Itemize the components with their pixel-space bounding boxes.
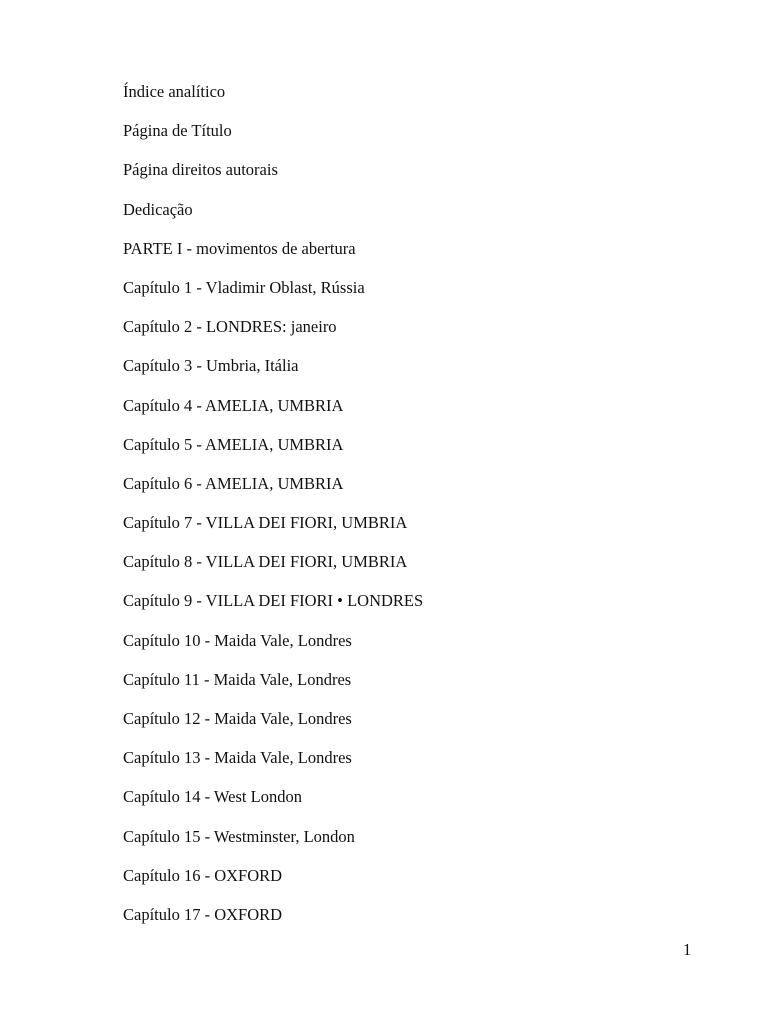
toc-item-capitulo-10[interactable]: Capítulo 10 - Maida Vale, Londres [123,630,352,650]
toc-item-indice[interactable]: Índice analítico [123,82,226,101]
toc-item-capitulo-3[interactable]: Capítulo 3 - Umbria, Itália [123,356,299,376]
toc-item-capitulo-8[interactable]: Capítulo 8 - VILLA DEI FIORI, UMBRIA [123,552,408,572]
toc-item-capitulo-9[interactable]: Capítulo 9 - VILLA DEI FIORI • LONDRES [123,591,424,611]
toc-item-capitulo-13[interactable]: Capítulo 13 - Maida Vale, Londres [123,748,352,768]
toc-item-capitulo-15[interactable]: Capítulo 15 - Westminster, London [123,826,355,846]
toc-item-capitulo-7[interactable]: Capítulo 7 - VILLA DEI FIORI, UMBRIA [123,513,408,533]
toc-item-capitulo-11[interactable]: Capítulo 11 - Maida Vale, Londres [123,669,352,689]
toc-item-capitulo-14[interactable]: Capítulo 14 - West London [123,787,302,807]
toc-item-direitos[interactable]: Página direitos autorais [123,160,278,180]
toc-item-titulo[interactable]: Página de Título [123,121,232,141]
toc-item-capitulo-1[interactable]: Capítulo 1 - Vladimir Oblast, Rússia [123,277,365,297]
toc-item-capitulo-2[interactable]: Capítulo 2 - LONDRES: janeiro [123,317,337,337]
toc-item-parte-1[interactable]: PARTE I - movimentos de abertura [123,238,356,258]
toc-item-dedicacao[interactable]: Dedicação [123,199,193,219]
toc-item-capitulo-17[interactable]: Capítulo 17 - OXFORD [123,904,283,924]
toc-item-capitulo-12[interactable]: Capítulo 12 - Maida Vale, Londres [123,709,352,728]
table-of-contents [123,82,423,944]
toc-item-capitulo-4[interactable]: Capítulo 4 - AMELIA, UMBRIA [123,395,344,415]
toc-item-capitulo-6[interactable]: Capítulo 6 - AMELIA, UMBRIA [123,473,344,493]
toc-item-capitulo-16[interactable]: Capítulo 16 - OXFORD [123,865,283,885]
toc-item-capitulo-5[interactable]: Capítulo 5 - AMELIA, UMBRIA [123,434,344,454]
page-number: 1 [683,940,692,959]
